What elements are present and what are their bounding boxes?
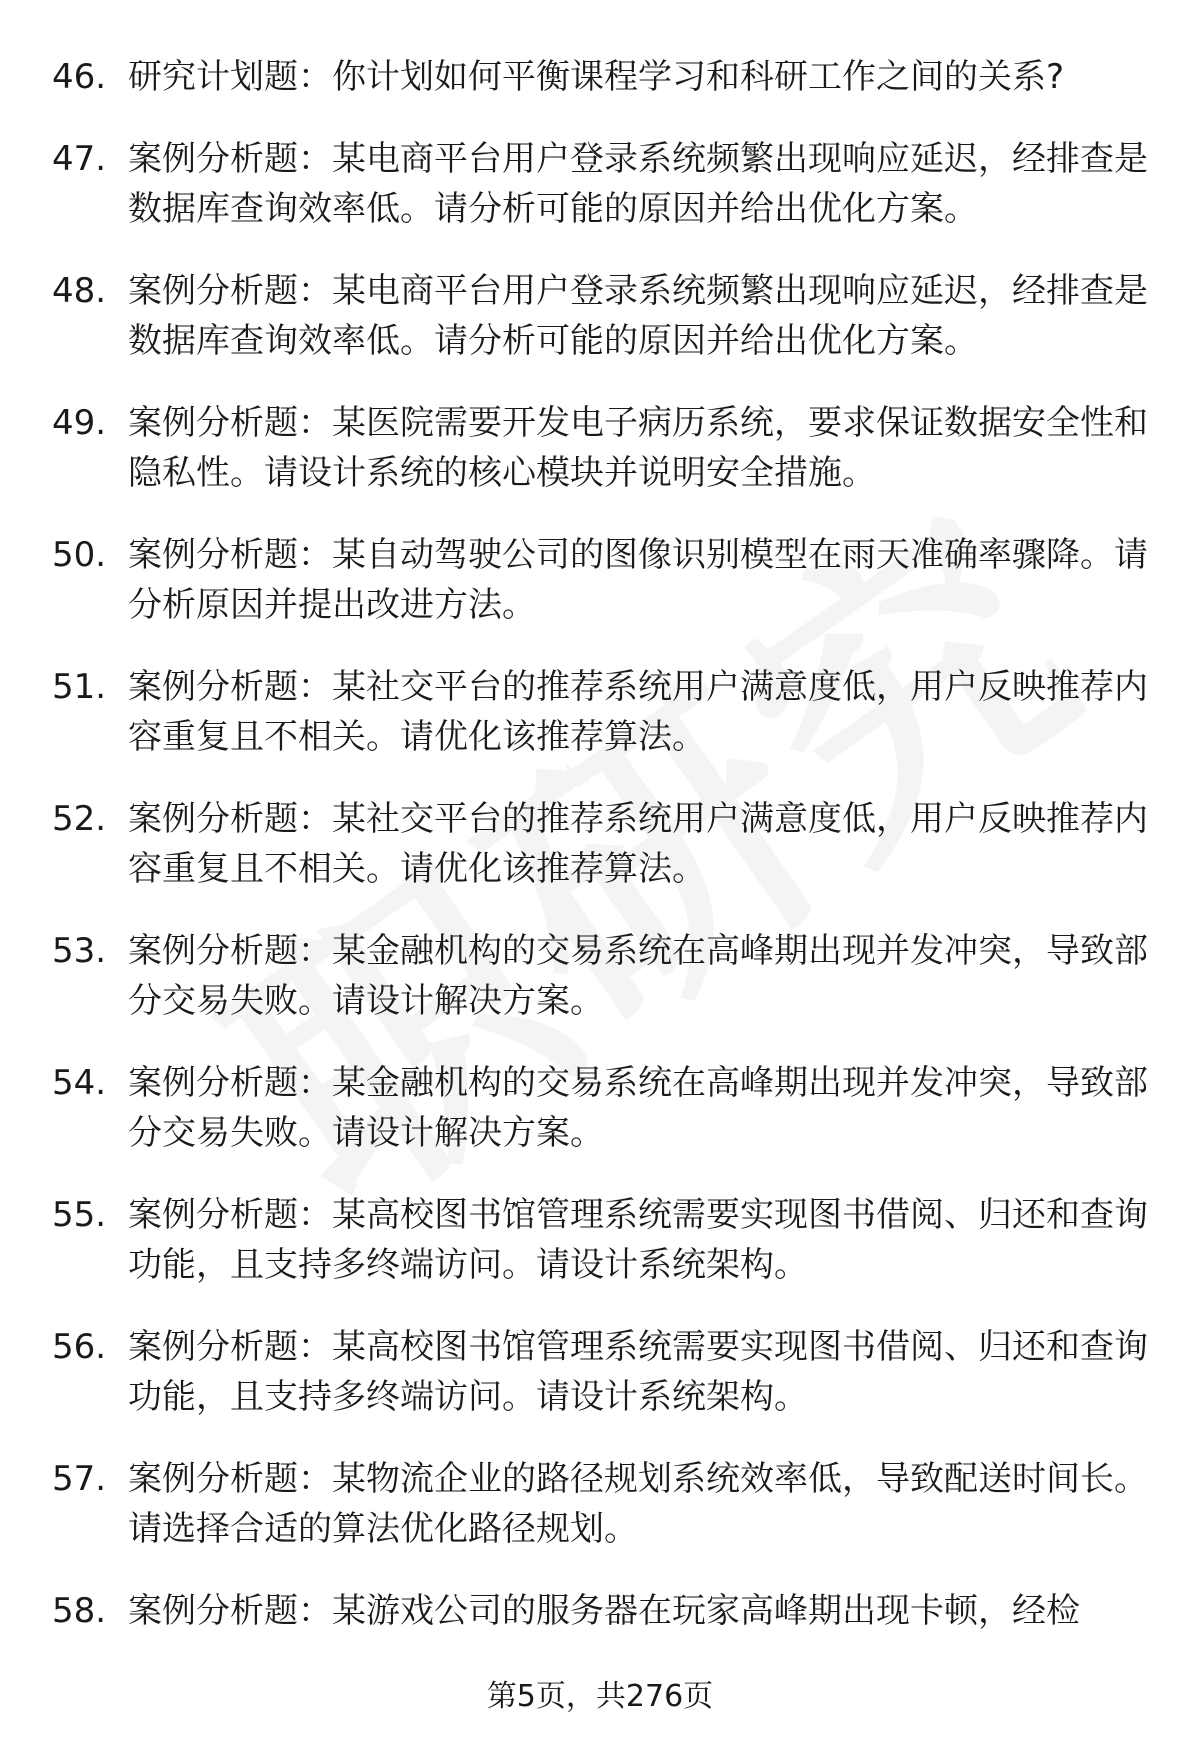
question-number: 56. [52, 1327, 107, 1367]
question-item [52, 1058, 1152, 1158]
question-text: 研究计划题：你计划如何平衡课程学习和科研工作之间的关系? [128, 57, 1065, 97]
question-number: 53. [52, 931, 107, 971]
question-item [52, 1190, 1152, 1290]
question-text: 案例分析题：某医院需要开发电子病历系统，要求保证数据安全性和隐私性。请设计系统的核心模块并说明安全措施。 [128, 403, 1148, 493]
page-footer: 第5页，共276页 [486, 1679, 714, 1714]
question-text: 案例分析题：某高校图书馆管理系统需要实现图书借阅、归还和查询功能，且支持多终端访问。请设计系统架构。 [128, 1195, 1148, 1285]
question-item [52, 134, 1152, 234]
question-text: 案例分析题：某社交平台的推荐系统用户满意度低，用户反映推荐内容重复且不相关。请优化该推荐算法。 [128, 667, 1148, 757]
question-text: 案例分析题：某自动驾驶公司的图像识别模型在雨天准确率骤降。请分析原因并提出改进方法。 [128, 535, 1148, 625]
question-number: 50. [52, 535, 107, 575]
question-text: 案例分析题：某高校图书馆管理系统需要实现图书借阅、归还和查询功能，且支持多终端访问。请设计系统架构。 [128, 1327, 1148, 1417]
question-item [52, 1322, 1152, 1422]
question-item [52, 926, 1152, 1026]
question-item [52, 1454, 1152, 1554]
question-number: 46. [52, 57, 107, 97]
question-number: 52. [52, 799, 107, 839]
question-number: 58. [52, 1591, 107, 1631]
question-number: 48. [52, 271, 107, 311]
question-item [52, 398, 1152, 498]
question-list [52, 52, 1152, 1668]
question-text: 案例分析题：某电商平台用户登录系统频繁出现响应延迟，经排查是数据库查询效率低。请分析可能的原因并给出优化方案。 [128, 139, 1148, 229]
question-text: 案例分析题：某物流企业的路径规划系统效率低，导致配送时间长。请选择合适的算法优化路径规划。 [128, 1459, 1148, 1549]
question-number: 47. [52, 139, 107, 179]
question-item [52, 794, 1152, 894]
question-text: 案例分析题：某电商平台用户登录系统频繁出现响应延迟，经排查是数据库查询效率低。请分析可能的原因并给出优化方案。 [128, 271, 1148, 361]
question-text: 案例分析题：某游戏公司的服务器在玩家高峰期出现卡顿，经检 [128, 1591, 1080, 1631]
question-text: 案例分析题：某金融机构的交易系统在高峰期出现并发冲突，导致部分交易失败。请设计解决方案。 [128, 931, 1148, 1021]
question-number: 51. [52, 667, 107, 707]
question-item [52, 266, 1152, 366]
question-item [52, 52, 1152, 102]
question-item [52, 530, 1152, 630]
question-text: 案例分析题：某社交平台的推荐系统用户满意度低，用户反映推荐内容重复且不相关。请优化该推荐算法。 [128, 799, 1148, 889]
question-number: 55. [52, 1195, 107, 1235]
question-number: 54. [52, 1063, 107, 1103]
question-item [52, 1586, 1152, 1636]
question-number: 57. [52, 1459, 107, 1499]
question-text: 案例分析题：某金融机构的交易系统在高峰期出现并发冲突，导致部分交易失败。请设计解决方案。 [128, 1063, 1148, 1153]
question-number: 49. [52, 403, 107, 443]
question-item [52, 662, 1152, 762]
